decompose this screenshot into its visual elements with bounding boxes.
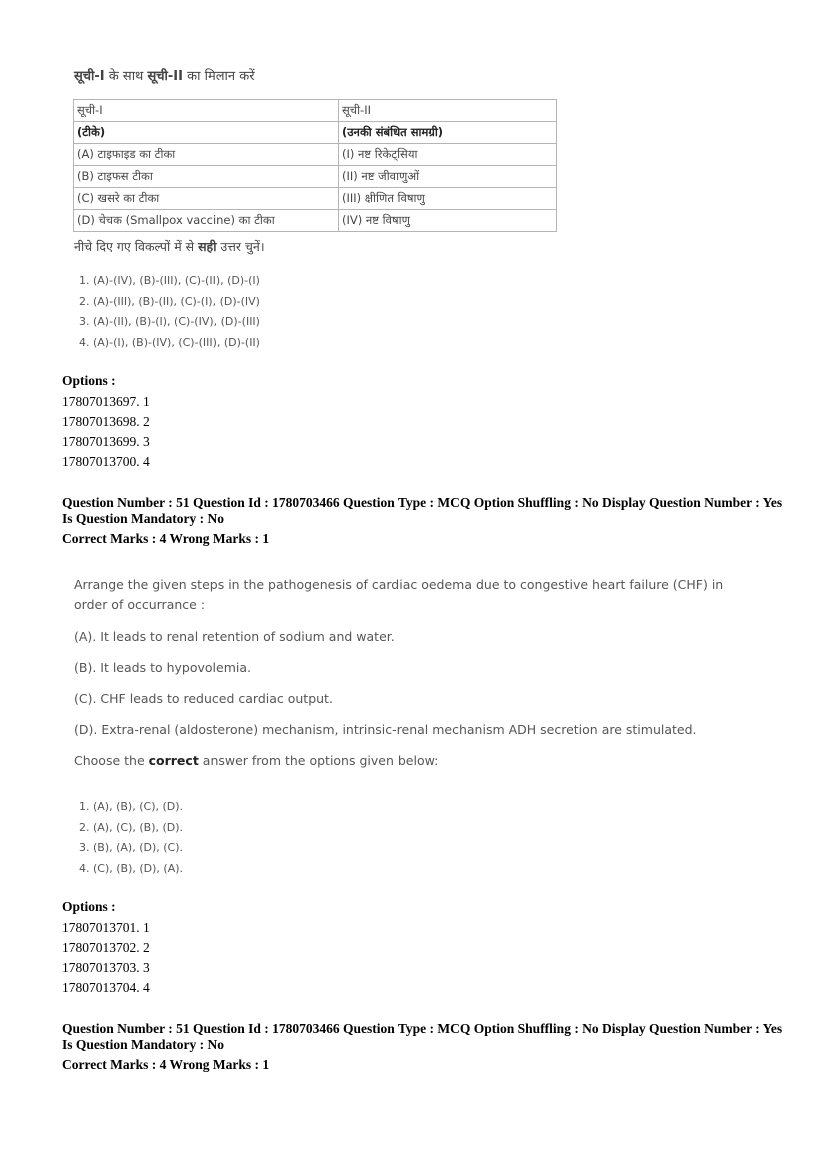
- pathogenesis-step: (C). CHF leads to reduced cardiac output.: [74, 691, 333, 706]
- table-cell: (D) चेचक (Smallpox vaccine) का टीका: [74, 210, 339, 232]
- option-id-item: 17807013697. 1: [62, 394, 150, 409]
- table-row: [74, 188, 557, 210]
- option-id-list: [62, 918, 150, 998]
- table-cell: (B) टाइफस टीका: [74, 166, 339, 188]
- answer-choice: 2. (A)-(III), (B)-(II), (C)-(I), (D)-(IV): [79, 294, 260, 308]
- hindi-answer-choices: [79, 271, 260, 353]
- table-cell: (IV) नष्ट विषाणु: [339, 210, 557, 232]
- table-header-cell: सूची-II: [339, 100, 557, 122]
- table-subheader-cell: (टीके): [74, 122, 339, 144]
- table-row: [74, 210, 557, 232]
- pathogenesis-step: (D). Extra-renal (aldosterone) mechanism, intrinsic-renal mechanism ADH secretion are stimulated.: [74, 722, 697, 737]
- table-row: [74, 144, 557, 166]
- table-cell: (II) नष्ट जीवाणुओं: [339, 166, 557, 188]
- option-id-list: [62, 392, 150, 472]
- table-subheader-row: [74, 122, 557, 144]
- question-marks-line: Correct Marks : 4 Wrong Marks : 1: [62, 1057, 270, 1072]
- answer-choice: 1. (A)-(IV), (B)-(III), (C)-(II), (D)-(I): [79, 274, 260, 287]
- pathogenesis-step: (A). It leads to renal retention of sodium and water.: [74, 629, 395, 644]
- options-label: Options :: [62, 899, 116, 914]
- choose-instruction: Choose the correct answer from the options given below:: [74, 753, 439, 768]
- option-id-item: 17807013703. 3: [62, 960, 150, 975]
- table-row: [74, 166, 557, 188]
- list-1-label: सूची-I: [74, 69, 105, 84]
- answer-choice: 3. (B), (A), (D), (C).: [79, 841, 184, 854]
- table-cell: (C) खसरे का टीका: [74, 188, 339, 210]
- question-mandatory-line: Is Question Mandatory : No: [62, 1037, 225, 1052]
- table-cell: (A) टाइफाइड का टीका: [74, 144, 339, 166]
- option-id-item: 17807013698. 2: [62, 414, 150, 429]
- list-2-label: सूची-II: [147, 69, 183, 84]
- question-meta-line: Question Number : 51 Question Id : 1780703466 Question Type : MCQ Option Shuffling : No Display Question Number : Yes: [62, 495, 783, 510]
- table-cell: (I) नष्ट रिकेट्सिया: [339, 144, 557, 166]
- hindi-question-heading: सूची-I के साथ सूची-II का मिलान करें: [74, 69, 255, 84]
- question-meta: [62, 495, 802, 547]
- answer-choice: 1. (A), (B), (C), (D).: [79, 800, 184, 813]
- answer-choice: 4. (C), (B), (D), (A).: [79, 861, 184, 875]
- pathogenesis-step: (B). It leads to hypovolemia.: [74, 660, 251, 675]
- option-id-item: 17807013702. 2: [62, 940, 150, 955]
- options-label: Options :: [62, 373, 116, 388]
- table-subheader-cell: (उनकी संबंधित सामग्री): [339, 122, 557, 144]
- question-meta-line: Question Number : 51 Question Id : 1780703466 Question Type : MCQ Option Shuffling : No Display Question Number : Yes: [62, 1021, 783, 1036]
- match-table: [73, 99, 557, 232]
- option-id-item: 17807013704. 4: [62, 980, 150, 995]
- english-answer-choices: [79, 797, 183, 879]
- table-header-cell: सूची-I: [74, 100, 339, 122]
- question-mandatory-line: Is Question Mandatory : No: [62, 511, 225, 526]
- question-meta: [62, 1021, 802, 1073]
- table-header-row: [74, 100, 557, 122]
- option-id-item: 17807013700. 4: [62, 454, 150, 469]
- option-id-item: 17807013701. 1: [62, 920, 150, 935]
- question-marks-line: Correct Marks : 4 Wrong Marks : 1: [62, 531, 270, 546]
- option-id-item: 17807013699. 3: [62, 434, 150, 449]
- answer-choice: 4. (A)-(I), (B)-(IV), (C)-(III), (D)-(II): [79, 335, 260, 349]
- english-question: [74, 575, 754, 768]
- table-cell: (III) क्षीणित विषाणु: [339, 188, 557, 210]
- answer-choice: 3. (A)-(II), (B)-(I), (C)-(IV), (D)-(III): [79, 315, 260, 328]
- hindi-instruction: नीचे दिए गए विकल्पों में से सही उत्तर चुनें।: [74, 239, 265, 254]
- question-text: Arrange the given steps in the pathogenesis of cardiac oedema due to congestive heart failure (CHF) in order of occurrance :: [74, 577, 724, 612]
- answer-choice: 2. (A), (C), (B), (D).: [79, 820, 184, 834]
